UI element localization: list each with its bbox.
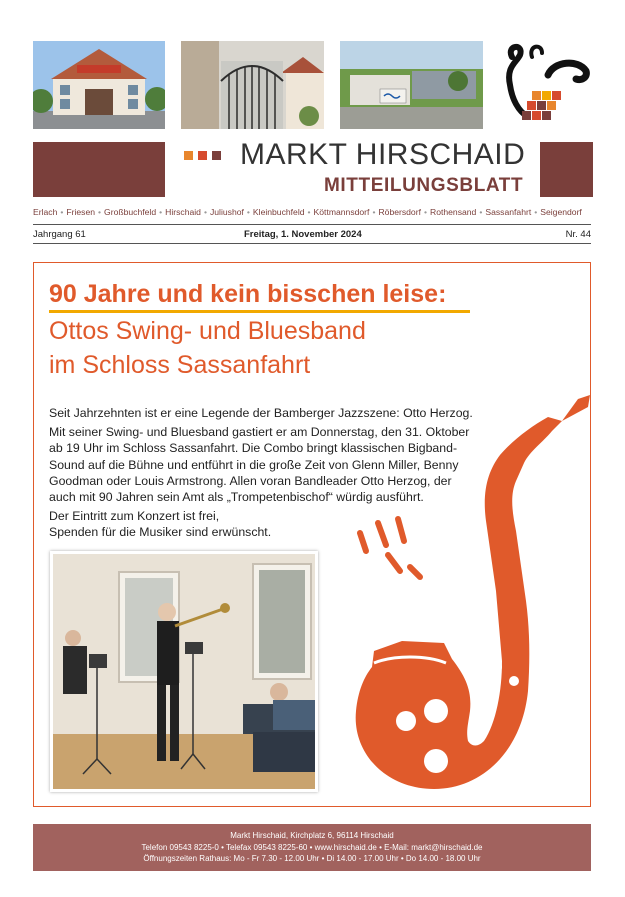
village-name: Sassanfahrt xyxy=(485,207,532,217)
masthead-accent-dots xyxy=(184,151,221,160)
article-subhead-line: im Schloss Sassanfahrt xyxy=(49,351,311,379)
village-separator: • xyxy=(479,207,483,217)
building-photo xyxy=(340,41,483,129)
village-name: Kleinbuchfeld xyxy=(252,207,305,217)
masthead-subtitle: MITTEILUNGSBLATT xyxy=(324,175,524,196)
village-name: Juliushof xyxy=(209,207,244,217)
village-separator: • xyxy=(423,207,427,217)
footer-opening-hours: Öffnungszeiten Rathaus: Mo - Fr 7.30 - 12.00 Uhr • Di 14.00 - 17.00 Uhr • Do 14.00 - 18.00 Uhr xyxy=(143,854,481,863)
masthead-band-left xyxy=(33,142,165,197)
issue-number: Nr. 44 xyxy=(565,229,591,240)
village-separator: • xyxy=(60,207,64,217)
concert-photo xyxy=(50,551,318,792)
village-name: Röbersdorf xyxy=(378,207,421,217)
issue-bar xyxy=(33,224,591,244)
headline-underline xyxy=(49,310,470,313)
article-box xyxy=(33,262,591,807)
village-name: Friesen xyxy=(66,207,96,217)
village-name: Rothensand xyxy=(429,207,477,217)
village-name: Erlach xyxy=(33,207,58,217)
village-name: Hirschaid xyxy=(165,207,201,217)
article-subhead-line: Ottos Swing- und Bluesband xyxy=(49,317,366,345)
article-subhead xyxy=(49,314,366,382)
article-paragraph: Mit seiner Swing- und Bluesband gastiert er am Donnerstag, den 31. Oktober ab 19 Uhr im Schloss Sassanfahrt. Die Combo bringt klassischen Bigband-Sound auf die Bühne und entführt in die große Zeit von Glenn Miller, Benny Goodman oder Louis Armstrong. Allen voran Bandleader Otto Herzog, der auch mit 90 Jahren sein Amt als „Trompetenbischof“ würdig ausführt. xyxy=(49,425,470,505)
issue-volume: Jahrgang 61 xyxy=(33,229,86,240)
village-separator: • xyxy=(246,207,250,217)
village-separator: • xyxy=(534,207,538,217)
article-paragraph-line: Spenden für die Musiker sind erwünscht. xyxy=(49,525,272,540)
village-name: Großbuchfeld xyxy=(104,207,157,217)
town-hall-photo xyxy=(33,41,165,129)
masthead-band-right xyxy=(540,142,593,197)
issue-date: Freitag, 1. November 2024 xyxy=(244,229,362,240)
footer-address: Markt Hirschaid, Kirchplatz 6, 96114 Hirschaid xyxy=(230,831,394,840)
village-separator: • xyxy=(203,207,207,217)
village-separator: • xyxy=(307,207,311,217)
village-separator: • xyxy=(372,207,376,217)
village-separator: • xyxy=(98,207,102,217)
article-paragraph: Seit Jahrzehnten ist er eine Legende der Bamberger Jazzszene: Otto Herzog. xyxy=(49,406,473,420)
saxophone-icon xyxy=(316,391,590,796)
village-separator: • xyxy=(159,207,163,217)
gate-photo xyxy=(181,41,324,129)
village-name: Köttmannsdorf xyxy=(313,207,370,217)
article-headline: 90 Jahre und kein bisschen leise: xyxy=(49,280,447,308)
masthead-title: MARKT HIRSCHAID xyxy=(240,138,526,171)
village-name: Seigendorf xyxy=(540,207,582,217)
footer-contact: Telefon 09543 8225-0 • Telefax 09543 8225-60 • www.hirschaid.de • E-Mail: markt@hirschaid.de xyxy=(141,842,483,852)
hirschaid-logo-icon xyxy=(498,41,593,129)
village-list xyxy=(33,207,593,217)
footer xyxy=(33,824,591,871)
article-paragraph-line: Der Eintritt zum Konzert ist frei, xyxy=(49,509,220,524)
